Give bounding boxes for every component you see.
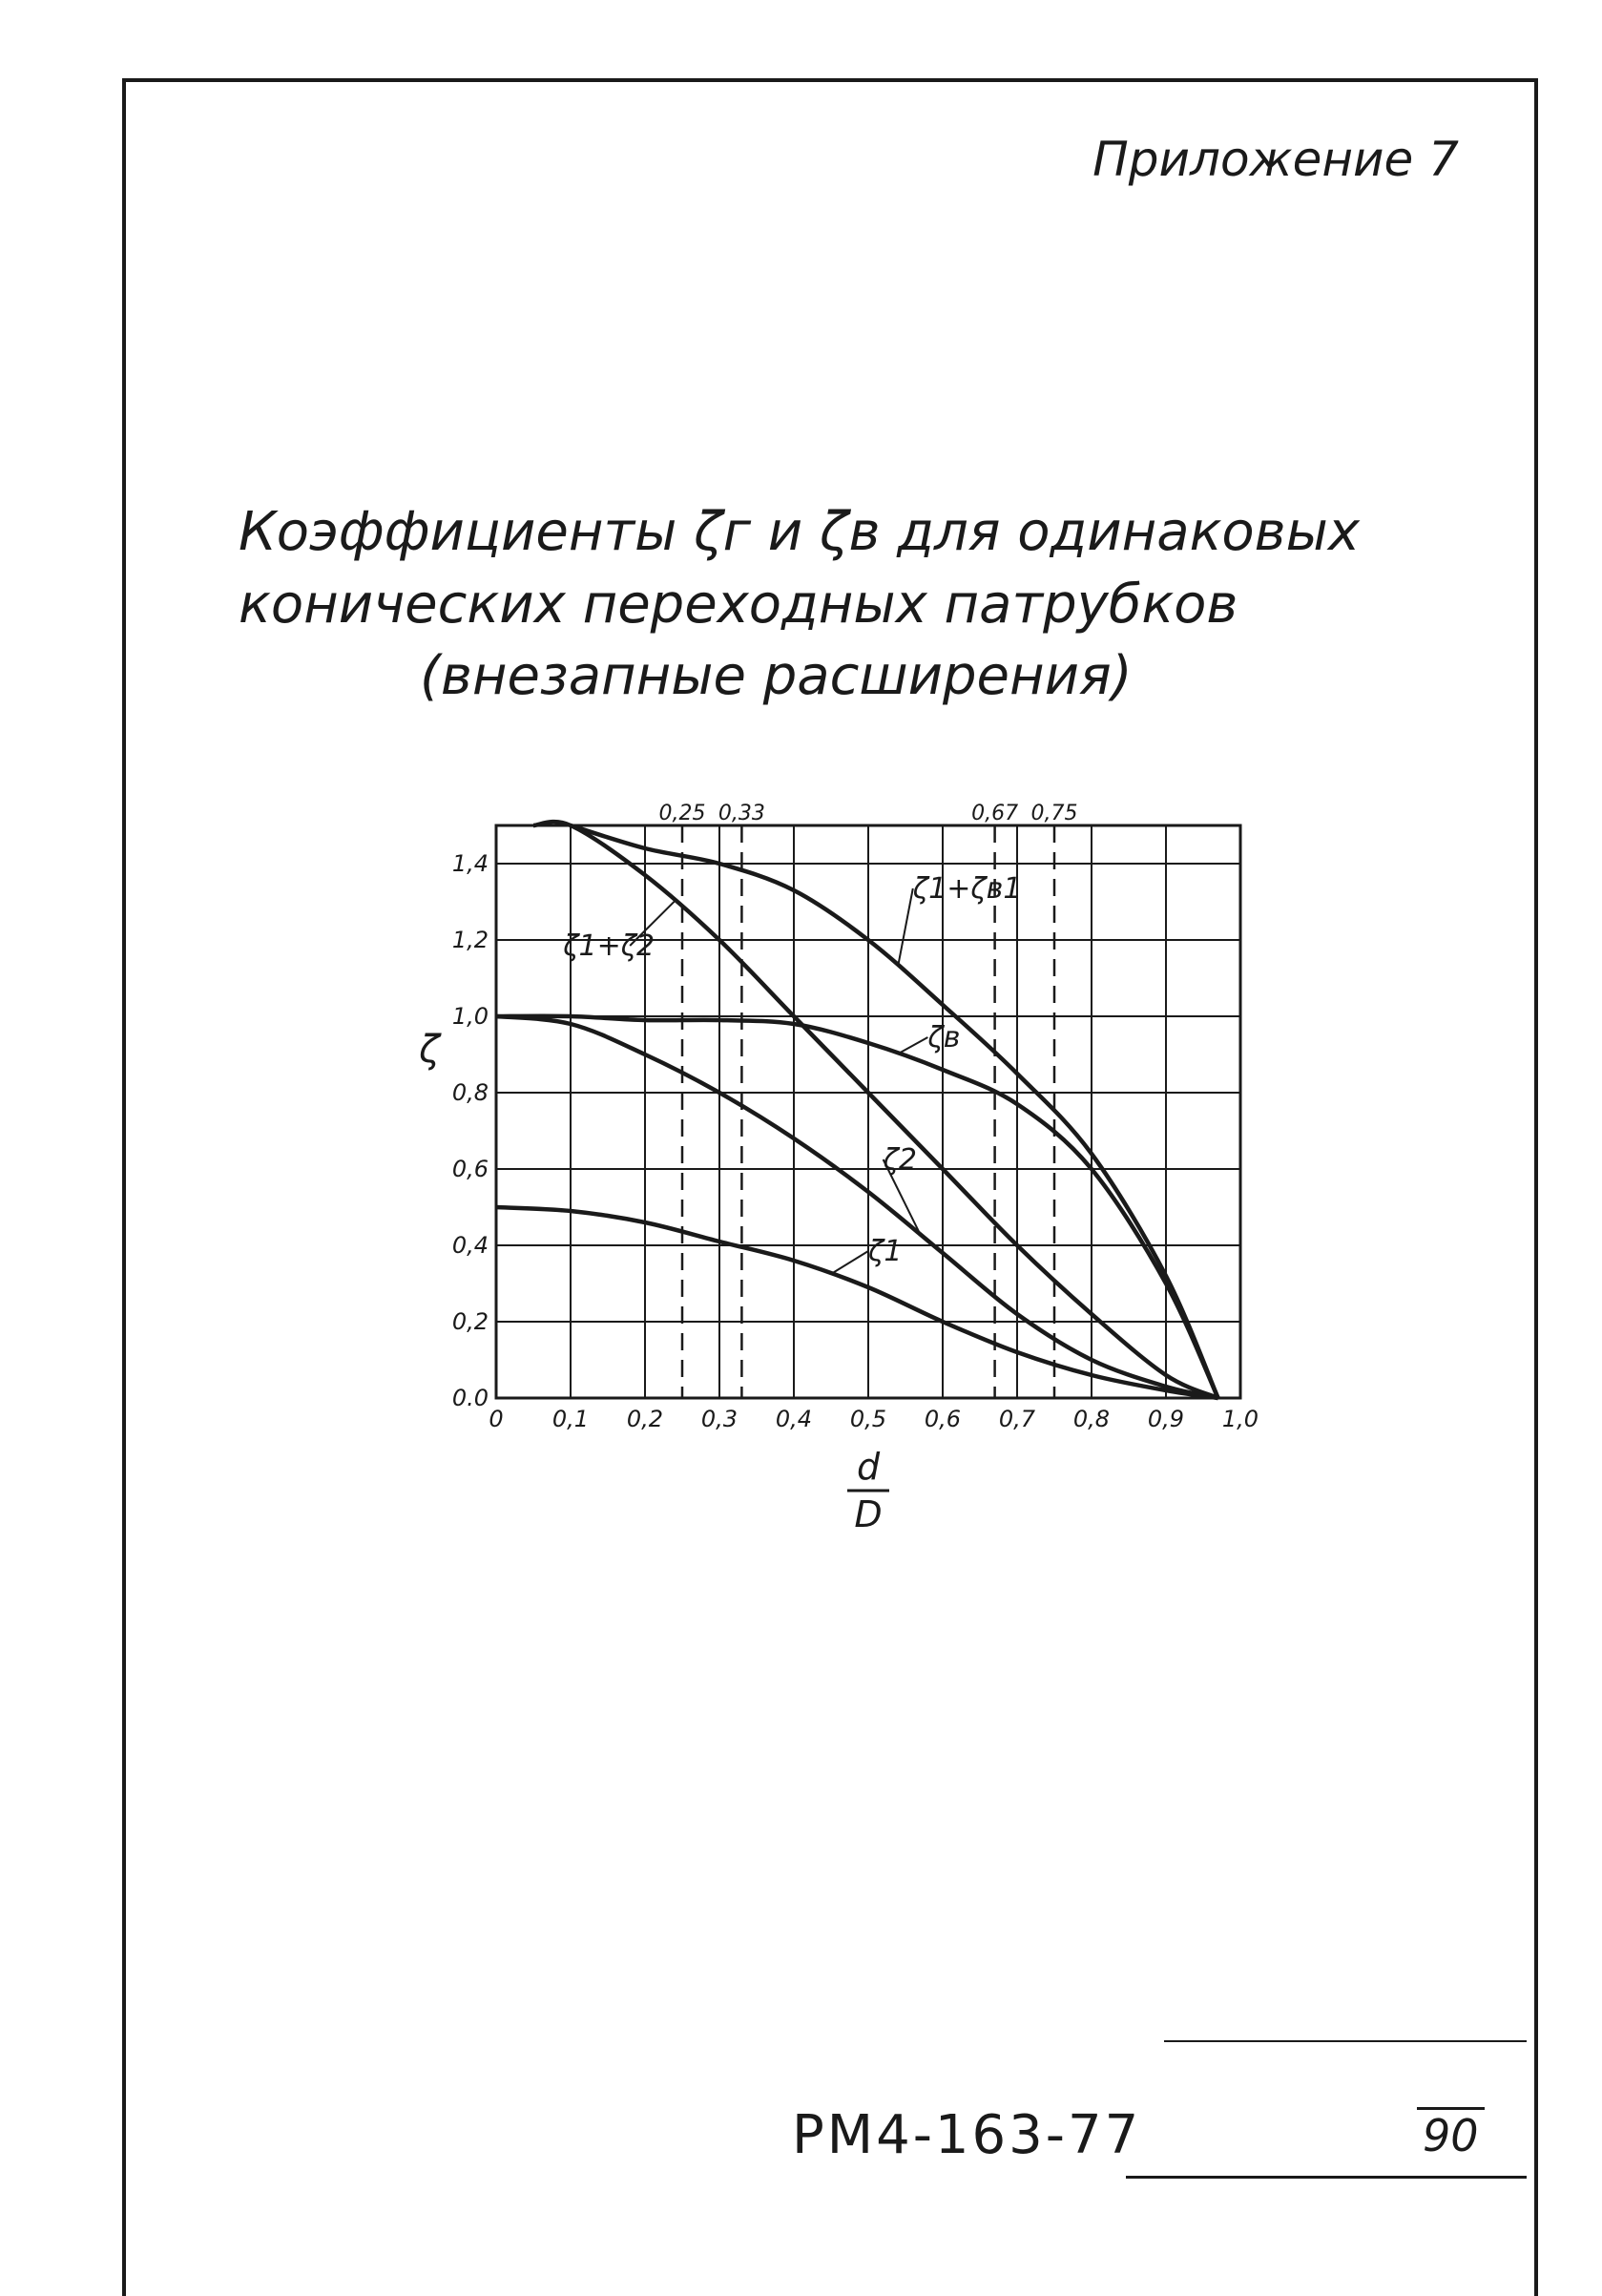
x-tick-label-4: 0,4 (775, 1406, 813, 1432)
x-axis-label-numerator: d (856, 1446, 881, 1488)
line-chart (401, 783, 1307, 1535)
footer-top-rule (1164, 2040, 1527, 2042)
x-tick-label-8: 0,8 (1072, 1406, 1111, 1432)
x-tick-label-5: 0,5 (849, 1406, 887, 1432)
series-label-0: ζ1+ζв1 (912, 872, 1022, 906)
page-number: 90 (1417, 2107, 1485, 2161)
y-tick-label-1: 0,2 (451, 1308, 489, 1335)
x-tick-label-10: 1,0 (1221, 1406, 1259, 1432)
y-tick-label-5: 1,0 (451, 1003, 489, 1030)
chart-title (239, 496, 1384, 713)
title-line-3: (внезапные расширения) (420, 645, 1133, 708)
footer-bottom-rule (1126, 2176, 1527, 2179)
series-line-1 (533, 822, 1218, 1398)
y-tick-label-3: 0,6 (451, 1156, 489, 1182)
top-mark-label-3: 0,75 (1030, 802, 1078, 825)
series-line-2 (496, 1016, 1218, 1398)
appendix-label: Приложение 7 (1092, 132, 1459, 187)
x-tick-label-0: 0 (489, 1406, 504, 1432)
x-axis-label-denominator: D (854, 1493, 883, 1535)
y-axis-label: ζ (419, 1028, 440, 1072)
top-mark-label-2: 0,67 (971, 802, 1019, 825)
series-line-3 (496, 1016, 1218, 1398)
x-tick-label-3: 0,3 (700, 1406, 739, 1432)
series-label-1: ζ1+ζ2 (563, 929, 655, 963)
x-tick-label-1: 0,1 (551, 1406, 590, 1432)
y-tick-label-0: 0.0 (451, 1385, 489, 1411)
series-line-0 (571, 825, 1218, 1398)
x-tick-label-6: 0,6 (924, 1406, 962, 1432)
series-label-2: ζв (927, 1021, 961, 1054)
series-leader-0 (898, 888, 913, 966)
series-label-3: ζ2 (883, 1143, 918, 1177)
top-mark-label-0: 0,25 (658, 802, 706, 825)
x-tick-label-9: 0,9 (1147, 1406, 1185, 1432)
x-tick-label-7: 0,7 (998, 1406, 1036, 1432)
y-tick-label-7: 1,4 (451, 850, 489, 877)
title-line-2: конических переходных патрубков (239, 573, 1238, 636)
series-leader-4 (831, 1251, 868, 1274)
y-tick-label-2: 0,4 (451, 1232, 489, 1259)
y-tick-label-6: 1,2 (451, 927, 489, 953)
series-leader-2 (898, 1037, 927, 1054)
top-mark-label-1: 0,33 (718, 802, 765, 825)
document-code: РМ4-163-77 (792, 2104, 1142, 2166)
x-tick-label-2: 0,2 (626, 1406, 664, 1432)
y-tick-label-4: 0,8 (451, 1079, 489, 1106)
title-line-1: Коэффициенты ζг и ζв для одинаковых (239, 501, 1361, 563)
series-label-4: ζ1 (868, 1235, 903, 1268)
